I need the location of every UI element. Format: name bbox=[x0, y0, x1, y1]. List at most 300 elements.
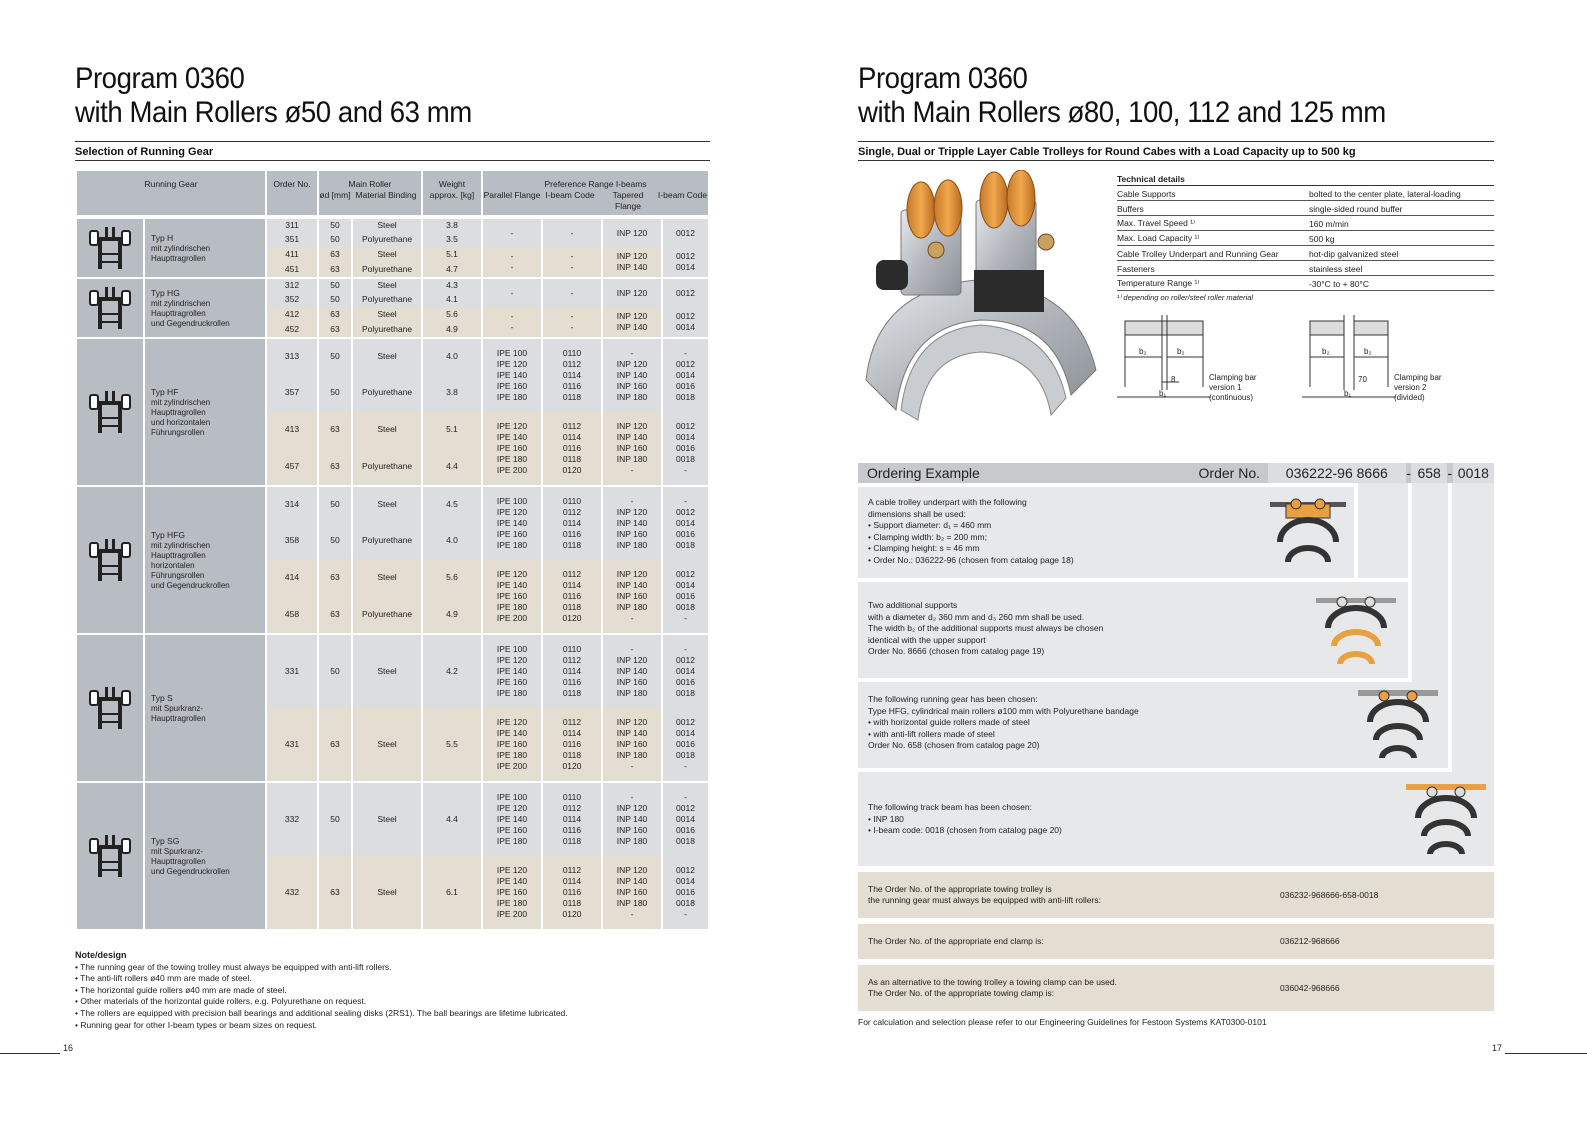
ibeam-code-2-line: 0018 bbox=[676, 749, 695, 760]
caption-line: version 1 bbox=[1209, 383, 1242, 392]
tapered-flange-line: INP 160 bbox=[616, 676, 648, 687]
roller-material: Steel bbox=[353, 781, 421, 855]
th-ibeam-code2: I-beam Code bbox=[657, 190, 708, 200]
parallel-flange-line: IPE 140 bbox=[496, 579, 528, 590]
ibeam-code-line: 0114 bbox=[562, 579, 582, 590]
d2-b2b: b₂ bbox=[1364, 347, 1372, 356]
tapered-flange-line: INP 160 bbox=[616, 824, 648, 835]
ibeam-code-line: 0116 bbox=[562, 738, 582, 749]
ibeam-code-2-line: 0016 bbox=[676, 528, 695, 539]
parallel-flange-line: IPE 160 bbox=[496, 886, 528, 897]
tech-row bbox=[1117, 216, 1494, 231]
left-title-line2: with Main Rollers ø50 and 63 mm bbox=[75, 96, 472, 129]
th-od: ød [mm] bbox=[319, 190, 351, 200]
tapered-flange-line: INP 160 bbox=[616, 886, 648, 897]
running-gear-desc-line: und horizontalen bbox=[151, 417, 211, 427]
note-item: • The running gear of the towing trolley must always be equipped with anti-lift rollers. bbox=[75, 961, 392, 972]
caption-line: version 2 bbox=[1394, 383, 1427, 392]
parallel-flange-line: - bbox=[510, 287, 514, 298]
roller-material: Polyurethane bbox=[353, 322, 421, 337]
step-line: dimensions shall be used: bbox=[868, 508, 966, 519]
tech-row bbox=[1117, 231, 1494, 246]
ibeam-code-line: 0114 bbox=[562, 517, 582, 528]
caption-line: Clamping bar bbox=[1209, 373, 1257, 382]
d1-b1: b₁ bbox=[1159, 389, 1167, 398]
ordering-example-bar bbox=[858, 463, 1494, 483]
ibeam-code-2-line: 0014 bbox=[676, 262, 695, 272]
step-line: The following track beam has been chosen: bbox=[868, 802, 1032, 812]
roller-material: Steel bbox=[353, 307, 421, 322]
ibeam-code-2-line: 0014 bbox=[676, 369, 695, 380]
parallel-flange-line: IPE 120 bbox=[496, 506, 528, 517]
roller-diameter: 50 bbox=[319, 337, 351, 374]
th-parallel: Parallel Flange bbox=[483, 190, 541, 200]
roller-material: Steel bbox=[353, 411, 421, 448]
roller-material: Polyurethane bbox=[353, 292, 421, 307]
running-gear-type: Typ HF bbox=[151, 386, 179, 397]
tapered-flange-line: INP 160 bbox=[616, 738, 648, 749]
step-3-sketch bbox=[1356, 686, 1441, 766]
parallel-flange-line: IPE 160 bbox=[496, 380, 528, 391]
order-no: 314 bbox=[267, 485, 317, 522]
tapered-flange-line: INP 160 bbox=[616, 442, 648, 453]
ibeam-code-line: 0120 bbox=[562, 612, 582, 623]
roller-diameter: 63 bbox=[319, 307, 351, 322]
tech-value: stainless steel bbox=[1309, 264, 1363, 274]
ibeam-code-2-line: 0012 bbox=[676, 420, 695, 431]
result-towing-trolley bbox=[858, 872, 1494, 918]
th-pref-range-label: Preference Range I-beams bbox=[544, 179, 647, 189]
running-gear-desc-line: und Gegendruckrollen bbox=[151, 866, 230, 876]
ibeam-code-line: 0114 bbox=[562, 431, 582, 442]
tapered-flange-line: INP 140 bbox=[616, 727, 648, 738]
ibeam-code-2-line: 0016 bbox=[676, 380, 695, 391]
tapered-flange-line: INP 180 bbox=[616, 453, 648, 464]
result-towing-clamp bbox=[858, 965, 1494, 1011]
ibeam-code-2-line: 0014 bbox=[676, 875, 695, 886]
parallel-flange-line: IPE 180 bbox=[496, 835, 528, 846]
tapered-flange-line: INP 140 bbox=[616, 517, 648, 528]
right-title bbox=[858, 62, 1386, 130]
ibeam-code-line: 0116 bbox=[562, 442, 582, 453]
step-4-sketch bbox=[1404, 780, 1489, 860]
order-no: 352 bbox=[267, 292, 317, 307]
tapered-flange-line: INP 180 bbox=[616, 601, 648, 612]
roller-diameter: 50 bbox=[319, 277, 351, 292]
tech-value: bolted to the center plate, lateral-loading bbox=[1309, 189, 1461, 199]
order-no: 414 bbox=[267, 559, 317, 596]
roller-diameter: 63 bbox=[319, 262, 351, 277]
left-title-line1: Program 0360 bbox=[75, 62, 245, 95]
parallel-flange-line: IPE 140 bbox=[496, 517, 528, 528]
ibeam-code-2-line: 0012 bbox=[676, 251, 695, 261]
tapered-flange-line: INP 180 bbox=[616, 687, 648, 698]
tech-row bbox=[1117, 261, 1494, 276]
parallel-flange-line: IPE 160 bbox=[496, 442, 528, 453]
roller-diameter: 63 bbox=[319, 855, 351, 929]
parallel-flange-line: IPE 140 bbox=[496, 875, 528, 886]
ibeam-code-line: 0114 bbox=[562, 727, 582, 738]
order-no: 311 bbox=[267, 217, 317, 232]
order-no: 412 bbox=[267, 307, 317, 322]
roller-diameter: 50 bbox=[319, 292, 351, 307]
tapered-flange-line: INP 120 bbox=[616, 227, 648, 238]
parallel-flange-line: IPE 180 bbox=[496, 687, 528, 698]
parallel-flange-line: IPE 100 bbox=[496, 347, 528, 358]
parallel-flange-line: IPE 140 bbox=[496, 813, 528, 824]
ibeam-code-2-line: 0012 bbox=[676, 716, 695, 727]
parallel-flange-line: IPE 120 bbox=[496, 568, 528, 579]
order-no: 458 bbox=[267, 596, 317, 633]
tapered-flange-line: - bbox=[630, 347, 634, 358]
th-running-gear: Running Gear bbox=[77, 171, 265, 217]
tech-key: Fasteners bbox=[1117, 264, 1155, 274]
step-line: • Clamping width: b₂ = 200 mm; bbox=[868, 531, 987, 542]
running-gear-type: Typ S bbox=[151, 692, 173, 703]
ordering-dash-1: - bbox=[1406, 465, 1411, 481]
result-label bbox=[868, 936, 1044, 947]
tapered-flange-line: INP 160 bbox=[616, 380, 648, 391]
ibeam-code-line: 0118 bbox=[562, 687, 582, 698]
right-title-line1: Program 0360 bbox=[858, 62, 1028, 95]
parallel-flange-line: - bbox=[510, 262, 514, 272]
running-gear-desc-line: Haupttragrollen bbox=[151, 253, 206, 263]
running-gear-type: Typ HFG bbox=[151, 529, 186, 540]
tech-value: hot-dip galvanized steel bbox=[1309, 249, 1399, 259]
ibeam-code-2-line: 0012 bbox=[676, 864, 695, 875]
ibeam-code-line: 0118 bbox=[562, 601, 582, 612]
ibeam-code-2-line: 0014 bbox=[676, 322, 695, 332]
note-item: • Other materials of the horizontal guide rollers, e.g. Polyurethane on request. bbox=[75, 996, 367, 1007]
weight: 4.0 bbox=[423, 337, 481, 374]
th-tapered: Tapered Flange bbox=[612, 190, 644, 211]
ibeam-code-line: 0110 bbox=[562, 791, 582, 802]
ibeam-code-line: - bbox=[570, 262, 574, 272]
tech-title: Technical details bbox=[1117, 174, 1494, 186]
weight: 5.1 bbox=[423, 411, 481, 448]
weight: 5.1 bbox=[423, 247, 481, 262]
tapered-flange-line: INP 120 bbox=[616, 802, 648, 813]
ibeam-code-2-line: 0016 bbox=[676, 442, 695, 453]
roller-diameter: 63 bbox=[319, 322, 351, 337]
roller-diameter: 50 bbox=[319, 232, 351, 247]
tapered-flange-line: INP 180 bbox=[616, 749, 648, 760]
ibeam-code-line: 0118 bbox=[562, 539, 582, 550]
ibeam-code-2-line: 0018 bbox=[676, 835, 695, 846]
roller-diameter: 50 bbox=[319, 522, 351, 559]
ibeam-code-line: 0112 bbox=[562, 506, 582, 517]
roller-diameter: 63 bbox=[319, 411, 351, 448]
step-line: • with horizontal guide rollers made of steel bbox=[868, 717, 1030, 727]
parallel-flange-line: - bbox=[510, 227, 514, 238]
order-no: 413 bbox=[267, 411, 317, 448]
connector-b bbox=[1412, 483, 1448, 683]
roller-diameter: 63 bbox=[319, 448, 351, 485]
ibeam-code-2-line: - bbox=[684, 760, 687, 771]
roller-material: Polyurethane bbox=[353, 374, 421, 411]
parallel-flange-line: IPE 120 bbox=[496, 654, 528, 665]
tapered-flange-line: INP 120 bbox=[616, 506, 648, 517]
parallel-flange-line: IPE 200 bbox=[496, 612, 528, 623]
ibeam-code-line: 0116 bbox=[562, 886, 582, 897]
roller-material: Steel bbox=[353, 633, 421, 707]
caption-line: Clamping bar bbox=[1394, 373, 1442, 382]
tech-value: 160 m/min bbox=[1309, 219, 1349, 229]
roller-material: Steel bbox=[353, 707, 421, 781]
roller-diameter: 63 bbox=[319, 559, 351, 596]
step-line: • Order No.: 036222-96 (chosen from catalog page 18) bbox=[868, 554, 1074, 565]
result-label bbox=[868, 884, 1101, 906]
step-line: • with anti-lift rollers made of steel bbox=[868, 728, 995, 739]
tech-row bbox=[1117, 276, 1494, 291]
ibeam-code-2-line: 0014 bbox=[676, 517, 695, 528]
note-item: • The horizontal guide rollers ø40 mm are made of steel. bbox=[75, 984, 287, 995]
step-1-sketch bbox=[1268, 492, 1348, 572]
roller-material: Steel bbox=[353, 217, 421, 232]
tech-rows bbox=[1117, 186, 1494, 291]
d2-caption bbox=[1394, 373, 1442, 403]
ibeam-code-line: 0114 bbox=[562, 369, 582, 380]
result-label-line: The Order No. of the appropriate end clamp is: bbox=[868, 936, 1044, 946]
tapered-flange-line: INP 120 bbox=[616, 716, 648, 727]
tapered-flange-line: INP 140 bbox=[616, 665, 648, 676]
ibeam-code-2-line: 0014 bbox=[676, 431, 695, 442]
ibeam-code-line: 0114 bbox=[562, 875, 582, 886]
roller-material: Steel bbox=[353, 855, 421, 929]
clamping-bar-drawing-1 bbox=[1117, 315, 1297, 410]
caption-line: (continuous) bbox=[1209, 393, 1254, 402]
parallel-flange-line: IPE 160 bbox=[496, 676, 528, 687]
tapered-flange-line: INP 120 bbox=[616, 568, 648, 579]
ordering-title: Ordering Example bbox=[867, 465, 980, 481]
tech-key: Cable Supports bbox=[1117, 189, 1176, 199]
right-footer-line bbox=[1505, 1053, 1587, 1054]
ibeam-code-line: 0110 bbox=[562, 495, 582, 506]
tech-value: single-sided round buffer bbox=[1309, 204, 1403, 214]
tapered-flange-line: INP 180 bbox=[616, 539, 648, 550]
roller-diameter: 63 bbox=[319, 596, 351, 633]
tech-key: Max. Travel Speed ¹⁾ bbox=[1117, 218, 1196, 228]
ordering-code-c: 0018 bbox=[1453, 463, 1494, 483]
right-page-number: 17 bbox=[1492, 1043, 1503, 1053]
weight: 4.9 bbox=[423, 322, 481, 337]
running-gear-desc-line: Haupttragrollen bbox=[151, 713, 206, 723]
running-gear-desc-line: mit zylindrischen bbox=[151, 298, 211, 308]
ordering-code-a: 036222-96 8666 bbox=[1268, 463, 1406, 483]
tapered-flange-line: INP 120 bbox=[616, 654, 648, 665]
weight: 4.0 bbox=[423, 522, 481, 559]
ibeam-code-2-line: - bbox=[684, 464, 687, 475]
parallel-flange-line: IPE 160 bbox=[496, 590, 528, 601]
ibeam-code-2-line: 0012 bbox=[676, 311, 695, 321]
roller-material: Steel bbox=[353, 277, 421, 292]
step-2-sketch bbox=[1314, 590, 1399, 670]
step-line: Order No. 8666 (chosen from catalog page 19) bbox=[868, 646, 1045, 656]
tapered-flange-line: - bbox=[630, 464, 634, 475]
parallel-flange-line: IPE 100 bbox=[496, 791, 528, 802]
order-no: 357 bbox=[267, 374, 317, 411]
result-label-line: The Order No. of the appropriate towing clamp is: bbox=[868, 988, 1055, 998]
order-no: 457 bbox=[267, 448, 317, 485]
ibeam-code-2-line: 0012 bbox=[676, 227, 695, 238]
parallel-flange-line: IPE 140 bbox=[496, 431, 528, 442]
ibeam-code-2-line: 0012 bbox=[676, 568, 695, 579]
order-no: 451 bbox=[267, 262, 317, 277]
tapered-flange-line: INP 180 bbox=[616, 897, 648, 908]
ibeam-code-2-line: 0018 bbox=[676, 453, 695, 464]
ibeam-code-2-line: 0018 bbox=[676, 391, 695, 402]
note-item: • The rollers are equipped with precision ball bearings and additional sealing disks (2RS1). The ball bearings are lifetime lubricated. bbox=[75, 1007, 568, 1018]
weight: 3.5 bbox=[423, 232, 481, 247]
ibeam-code-2-line: - bbox=[684, 347, 687, 358]
ibeam-code-2-line: 0014 bbox=[676, 579, 695, 590]
th-order-no: Order No. bbox=[267, 171, 317, 217]
parallel-flange-line: IPE 160 bbox=[496, 738, 528, 749]
weight: 4.4 bbox=[423, 781, 481, 855]
tech-key: Max. Load Capacity ¹⁾ bbox=[1117, 233, 1200, 243]
roller-material: Steel bbox=[353, 559, 421, 596]
order-no: 331 bbox=[267, 633, 317, 707]
d1-caption bbox=[1209, 373, 1257, 403]
ibeam-code-line: 0118 bbox=[562, 835, 582, 846]
roller-material: Polyurethane bbox=[353, 262, 421, 277]
ibeam-code-2-line: 0016 bbox=[676, 676, 695, 687]
order-no: 313 bbox=[267, 337, 317, 374]
weight: 4.2 bbox=[423, 633, 481, 707]
order-no: 312 bbox=[267, 277, 317, 292]
right-title-line2: with Main Rollers ø80, 100, 112 and 125 mm bbox=[858, 96, 1386, 129]
step-line: The following running gear has been chosen: bbox=[868, 694, 1038, 704]
step-line: • Support diameter: d₁ = 460 mm bbox=[868, 520, 992, 530]
tech-key: Buffers bbox=[1117, 204, 1144, 214]
ibeam-code-2-line: 0018 bbox=[676, 687, 695, 698]
order-no: 332 bbox=[267, 781, 317, 855]
parallel-flange-line: IPE 120 bbox=[496, 358, 528, 369]
tech-row bbox=[1117, 246, 1494, 261]
weight: 4.9 bbox=[423, 596, 481, 633]
tapered-flange-line: - bbox=[630, 908, 634, 919]
roller-material: Polyurethane bbox=[353, 448, 421, 485]
tapered-flange-line: INP 120 bbox=[616, 864, 648, 875]
ibeam-code-line: 0114 bbox=[562, 665, 582, 676]
result-label-line: The Order No. of the appropriate towing trolley is bbox=[868, 884, 1052, 894]
tapered-flange-line: INP 180 bbox=[616, 391, 648, 402]
result-value: 036212-968666 bbox=[1280, 936, 1340, 946]
order-no: 358 bbox=[267, 522, 317, 559]
ibeam-code-2-line: 0014 bbox=[676, 727, 695, 738]
tapered-flange-line: INP 140 bbox=[616, 579, 648, 590]
step-line: Two additional supports bbox=[868, 600, 958, 610]
ibeam-code-2-line: 0012 bbox=[676, 358, 695, 369]
ibeam-code-line: 0112 bbox=[562, 716, 582, 727]
order-no: 452 bbox=[267, 322, 317, 337]
ibeam-code-2-line: 0018 bbox=[676, 539, 695, 550]
ibeam-code-line: 0112 bbox=[562, 568, 582, 579]
parallel-flange-line: IPE 100 bbox=[496, 495, 528, 506]
running-gear-desc-line: horizontalen bbox=[151, 560, 195, 570]
tech-row bbox=[1117, 186, 1494, 201]
tapered-flange-line: INP 120 bbox=[616, 358, 648, 369]
ibeam-code-line: 0116 bbox=[562, 824, 582, 835]
order-no: 351 bbox=[267, 232, 317, 247]
weight: 4.1 bbox=[423, 292, 481, 307]
parallel-flange-line: IPE 200 bbox=[496, 760, 528, 771]
weight: 4.7 bbox=[423, 262, 481, 277]
roller-material: Steel bbox=[353, 485, 421, 522]
weight: 3.8 bbox=[423, 374, 481, 411]
d1-gap: 8 bbox=[1171, 375, 1176, 384]
roller-diameter: 63 bbox=[319, 247, 351, 262]
ibeam-code-line: - bbox=[570, 287, 574, 298]
roller-diameter: 50 bbox=[319, 485, 351, 522]
roller-diameter: 50 bbox=[319, 781, 351, 855]
roller-material: Steel bbox=[353, 337, 421, 374]
result-label-line: the running gear must always be equipped with anti-lift rollers: bbox=[868, 895, 1101, 905]
parallel-flange-line: IPE 180 bbox=[496, 453, 528, 464]
tapered-flange-line: - bbox=[630, 643, 634, 654]
ibeam-code-line: - bbox=[570, 311, 574, 321]
running-gear-desc-line: mit Spurkranz- bbox=[151, 846, 204, 856]
ibeam-code-line: 0110 bbox=[562, 643, 582, 654]
weight: 4.3 bbox=[423, 277, 481, 292]
tech-value: -30°C to + 80°C bbox=[1309, 279, 1369, 289]
roller-material: Polyurethane bbox=[353, 522, 421, 559]
parallel-flange-line: IPE 180 bbox=[496, 897, 528, 908]
parallel-flange-line: IPE 120 bbox=[496, 802, 528, 813]
ibeam-code-2-line: 0016 bbox=[676, 824, 695, 835]
parallel-flange-line: IPE 180 bbox=[496, 391, 528, 402]
running-gear-type: Typ HG bbox=[151, 287, 180, 298]
ibeam-code-line: 0116 bbox=[562, 380, 582, 391]
parallel-flange-line: IPE 140 bbox=[496, 665, 528, 676]
running-gear-desc-line: und Gegendruckrollen bbox=[151, 580, 230, 590]
parallel-flange-line: IPE 140 bbox=[496, 369, 528, 380]
ibeam-code-line: 0114 bbox=[562, 813, 582, 824]
tapered-flange-line: INP 140 bbox=[616, 322, 648, 332]
ibeam-code-line: 0120 bbox=[562, 760, 582, 771]
ibeam-code-line: 0112 bbox=[562, 802, 582, 813]
ibeam-code-line: 0112 bbox=[562, 420, 582, 431]
running-gear-desc-line: Haupttragrollen bbox=[151, 308, 206, 318]
right-subheading: Single, Dual or Tripple Layer Cable Trolleys for Round Cabes with a Load Capacity up to 500 kg bbox=[858, 146, 1494, 161]
ordering-dash-2: - bbox=[1447, 465, 1453, 481]
roller-material: Polyurethane bbox=[353, 232, 421, 247]
ibeam-code-2-line: - bbox=[684, 612, 687, 623]
ibeam-code-line: - bbox=[570, 227, 574, 238]
tapered-flange-line: INP 160 bbox=[616, 528, 648, 539]
weight: 3.8 bbox=[423, 217, 481, 232]
parallel-flange-line: IPE 180 bbox=[496, 539, 528, 550]
ibeam-code-2-line: 0018 bbox=[676, 601, 695, 612]
caption-line: (divided) bbox=[1394, 393, 1425, 402]
ibeam-code-line: 0116 bbox=[562, 590, 582, 601]
th-ibeam-code: I-beam Code bbox=[545, 190, 595, 200]
running-gear-type: Typ H bbox=[151, 232, 174, 243]
parallel-flange-line: IPE 100 bbox=[496, 643, 528, 654]
step-line: • INP 180 bbox=[868, 813, 904, 824]
ibeam-code-2-line: - bbox=[684, 643, 687, 654]
ibeam-code-line: 0118 bbox=[562, 453, 582, 464]
parallel-flange-line: IPE 160 bbox=[496, 824, 528, 835]
clamping-bar-drawing-2 bbox=[1302, 315, 1492, 410]
ibeam-code-line: 0120 bbox=[562, 464, 582, 475]
ibeam-code-line: 0116 bbox=[562, 676, 582, 687]
right-footer-text: For calculation and selection please refer to our Engineering Guidelines for Festoon Systems KAT0300-0101 bbox=[858, 1017, 1267, 1027]
roller-diameter: 63 bbox=[319, 707, 351, 781]
tapered-flange-line: - bbox=[630, 612, 634, 623]
d1-b2b: b₂ bbox=[1177, 347, 1185, 356]
result-label bbox=[868, 977, 1117, 999]
